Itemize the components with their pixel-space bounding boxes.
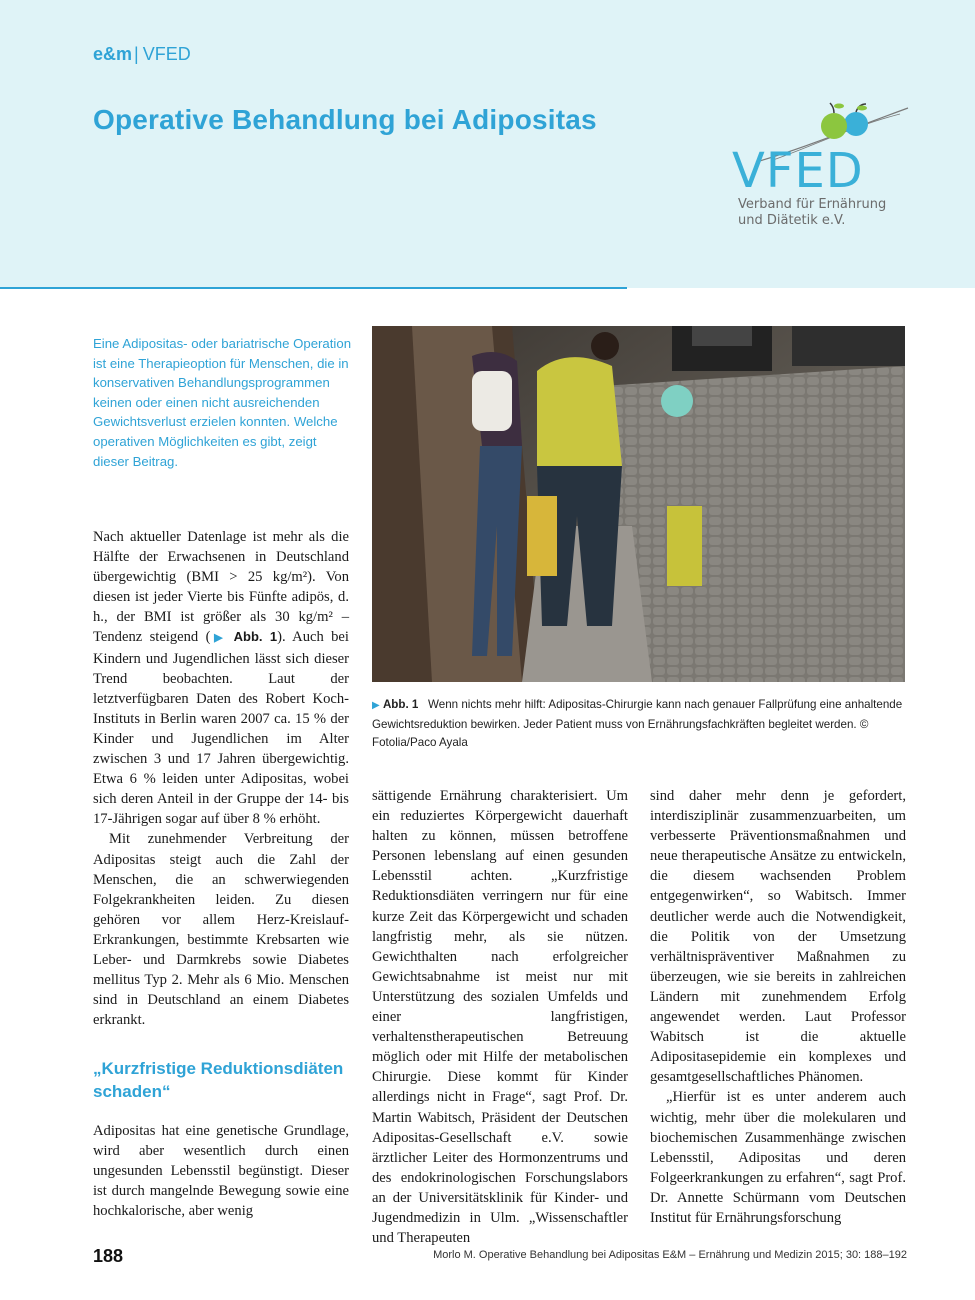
body-column-2 [372, 786, 628, 1248]
paragraph-1 [93, 527, 349, 829]
section-label [93, 44, 191, 65]
body-column-1-continued [93, 1121, 349, 1221]
logo-wordmark: VFED [732, 143, 864, 199]
article-photo [372, 326, 905, 682]
page-number: 188 [93, 1246, 124, 1266]
page-title: Operative Behandlung bei Adipositas [93, 104, 597, 135]
figure-caption [372, 696, 912, 753]
paragraph-2: Mit zunehmender Verbreitung der Adipositas steigt auch die Zahl der Menschen, die an schwerwiegenden Folgekrankheiten leiden. Zu diesen gehören vor allem Herz-Kreislauf-Erkrankungen, bestimmte Krebsarten wie Leber- und Darmkrebs sowie Diabetes mellitus Typ 2. Mehr als 6 Mio. Menschen sind in Deutschland an einem Diabetes erkrankt. [93, 831, 349, 1029]
figure-label: Abb. 1 [382, 698, 419, 711]
figure-caption-text: Wenn nichts mehr hilft: Adipositas-Chirurgie kann nach genauer Fallprüfung eine anhaltende Gewichtsreduktion bewirken. Jeder Patient muss von Ernährungsfachkräften begleitet werden. © Fotolia/Paco Ayala [372, 698, 903, 749]
section-separator: | [134, 44, 139, 64]
logo-subtitle-line1: Verband für Ernährung [738, 197, 887, 212]
section-name: VFED [142, 44, 191, 64]
body-column-1 [93, 527, 349, 1030]
logo-subtitle-line2: und Diätetik e.V. [738, 213, 846, 228]
subheading: „Kurzfristige Reduktionsdiäten schaden“ [93, 1059, 344, 1101]
paragraph-1-end: ). Auch bei Kindern und Jugendlichen lässt sich dieser Trend beobachten. Laut der letztverfügbaren Daten des Robert Koch-Instituts in Berlin waren 2007 ca. 15 % der Kinder und Jugendlichen im Alter zwischen 3 und 17 Jahren übergewichtig. Etwa 6 % leiden unter Adipositas, wobei sich deren Anteil in der Gruppe der 14- bis 17-Jährigen sogar auf über 8 % erhöht. [93, 629, 349, 828]
header-divider [0, 287, 627, 289]
figure-reference-label: Abb. 1 [233, 629, 278, 645]
intro-lead: Eine Adipositas- oder bariatrische Operation ist eine Therapieoption für Menschen, die in konservativen Behandlungsprogrammen keinen oder einen nicht ausreichenden Gewichtsverlust erzielen konnten. Welche operativen Möglichkeiten es gibt, zeigt dieser Beitrag. [93, 336, 352, 469]
paragraph-col2: sättigende Ernährung charakterisiert. Um ein reduziertes Körpergewicht dauerhaft halten zu können, müssen betroffene Personen lebenslang auf einen gesunden Lebensstil achten. „Kurzfristige Reduktionsdiäten verringern nur für eine kurze Zeit das Körpergewicht und schaden langfristig mehr, als sie nützen. Gewichthalten nach erfolgreicher Gewichtsabnahme ist meist nur mit Unterstützung des sozialen Umfelds und einer langfristigen, verhaltenstherapeutischen Betreuung möglich oder mit Hilfe der metabolischen Chirurgie. Diese kommt für Kinder allerdings nicht in Frage“, sagt Prof. Dr. Martin Wabitsch, Präsident der Deutschen Adipositas-Gesellschaft e.V. sowie ärztlicher Leiter des Hormonzentrums und des endokrinologischen Forschungslabors an der Universitätsklinik für Kinder- und Jugendmedizin in Ulm. „Wissenschaftler und Therapeuten [372, 788, 628, 1247]
section-brand: e&m [93, 44, 133, 64]
paragraph-1-start: Nach aktueller Datenlage ist mehr als die Hälfte der Erwachsenen in Deutschland übergewichtig (BMI > 25 kg/m²). Von diesen ist jeder Vierte bis Fünfte adipös, d. h., der BMI ist größer als 30 kg/m² – Tendenz steigend ( [93, 529, 349, 646]
logo-subtitle [738, 197, 886, 229]
paragraph-col3-1: sind daher mehr denn je gefordert, interdisziplinär zusammenzuarbeiten, um verbesserte Präventionsmaßnahmen und neue therapeutische Ansätze zu entwickeln, die diesem wachsenden Problem entgegenwirken“, so Wabitsch. Immer deutlicher werde auch die Notwendigkeit, die Politik von der Umsetzung verhältnispräventiver Maßnahmen zu überzeugen, wie sie bereits in zahlreichen Ländern mit zunehmendem Erfolg angewendet werden. Laut Professor Wabitsch ist die aktuelle Adipositasepidemie ein komplexes und gesamtgesellschaftliches Phänomen. [650, 788, 906, 1086]
paragraph-col3-2: „Hierfür ist es unter anderem auch wichtig, mehr über die molekularen und biochemischen Zusammenhänge zwischen Lebensstil, Adipositas und deren Folgeerkrankungen zu erfahren“, sagt Prof. Dr. Annette Schürmann vom Deutschen Institut für Ernährungsforschung [650, 1089, 906, 1226]
reference-arrow-icon: ▶ [210, 632, 227, 645]
body-column-3 [650, 786, 906, 1228]
caption-arrow-icon: ▶ [372, 700, 380, 711]
figure-reference[interactable] [210, 629, 277, 644]
footer-citation: Morlo M. Operative Behandlung bei Adipositas E&M – Ernährung und Medizin 2015; 30: 188–192 [433, 1249, 907, 1261]
paragraph-3: Adipositas hat eine genetische Grundlage, wird aber wesentlich durch einen ungesunden Lebensstil begünstigt. Dieser ist durch mangelnde Bewegung sowie eine hochkalorische, aber wenig [93, 1123, 349, 1220]
